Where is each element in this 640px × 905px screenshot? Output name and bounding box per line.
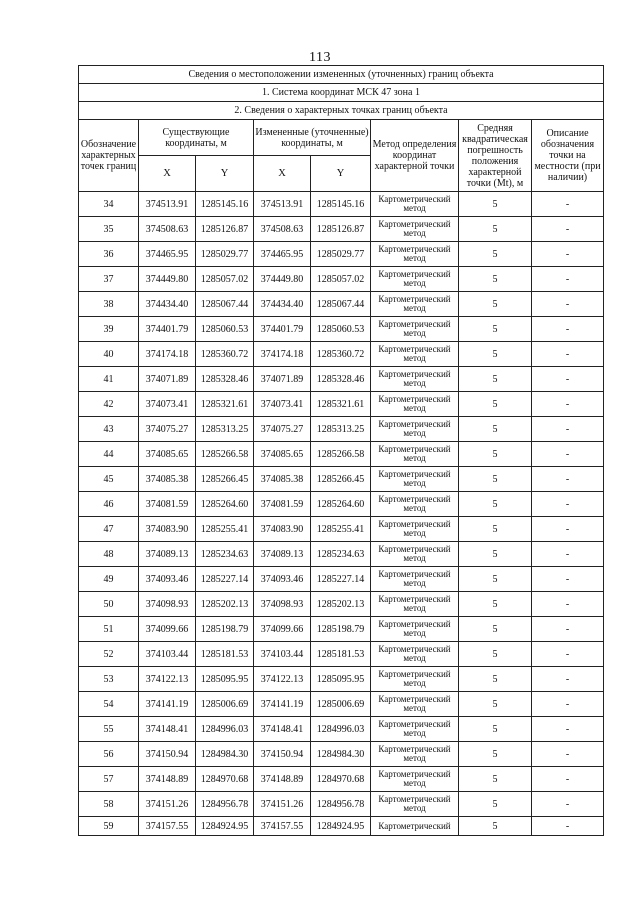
- existing-x-cell: 374103.44: [139, 642, 196, 667]
- point-description-cell: -: [532, 242, 604, 267]
- existing-y-cell: 1285057.02: [196, 267, 254, 292]
- existing-y-cell: 1285360.72: [196, 342, 254, 367]
- section-title: Сведения о местоположении измененных (уточненных) границ объекта: [79, 66, 604, 84]
- changed-x-cell: 374071.89: [254, 367, 311, 392]
- existing-x-cell: 374174.18: [139, 342, 196, 367]
- existing-x-cell: 374150.94: [139, 742, 196, 767]
- existing-x-cell: 374081.59: [139, 492, 196, 517]
- changed-y-cell: 1285181.53: [311, 642, 371, 667]
- point-id-cell: 45: [79, 467, 139, 492]
- table-row: [79, 767, 604, 792]
- changed-x-cell: 374141.19: [254, 692, 311, 717]
- point-description-cell: -: [532, 417, 604, 442]
- existing-y-cell: 1284996.03: [196, 717, 254, 742]
- method-cell: Картометрический метод: [371, 392, 459, 417]
- existing-y-cell: 1285266.58: [196, 442, 254, 467]
- changed-x-cell: 374085.38: [254, 467, 311, 492]
- error-mt-cell: 5: [459, 692, 532, 717]
- error-mt-cell: 5: [459, 317, 532, 342]
- error-mt-cell: 5: [459, 667, 532, 692]
- point-description-cell: -: [532, 592, 604, 617]
- point-id-cell: 53: [79, 667, 139, 692]
- page-number: 113: [309, 50, 331, 65]
- existing-x-cell: 374434.40: [139, 292, 196, 317]
- method-cell: Картометрический метод: [371, 667, 459, 692]
- changed-y-cell: 1285145.16: [311, 192, 371, 217]
- changed-y-cell: 1285313.25: [311, 417, 371, 442]
- method-cell: Картометрический метод: [371, 542, 459, 567]
- error-mt-cell: 5: [459, 342, 532, 367]
- existing-x-cell: 374085.38: [139, 467, 196, 492]
- changed-y-cell: 1285067.44: [311, 292, 371, 317]
- error-mt-cell: 5: [459, 592, 532, 617]
- points-section-title: 2. Сведения о характерных точках границ объекта: [79, 102, 604, 120]
- changed-y-cell: 1285266.45: [311, 467, 371, 492]
- error-mt-cell: 5: [459, 442, 532, 467]
- existing-y-header: Y: [196, 156, 254, 192]
- existing-x-cell: 374098.93: [139, 592, 196, 617]
- method-cell: Картометрический метод: [371, 692, 459, 717]
- existing-y-cell: 1284984.30: [196, 742, 254, 767]
- table-row: [79, 667, 604, 692]
- method-cell: Картометрический метод: [371, 242, 459, 267]
- changed-x-cell: 374401.79: [254, 317, 311, 342]
- changed-x-cell: 374122.13: [254, 667, 311, 692]
- existing-coords-header: Существующие координаты, м: [139, 120, 254, 156]
- changed-y-header: Y: [311, 156, 371, 192]
- changed-y-cell: 1285057.02: [311, 267, 371, 292]
- table-row: [79, 367, 604, 392]
- existing-y-cell: 1285266.45: [196, 467, 254, 492]
- table-row: [79, 742, 604, 767]
- point-description-cell: -: [532, 192, 604, 217]
- existing-x-cell: 374401.79: [139, 317, 196, 342]
- point-id-cell: 41: [79, 367, 139, 392]
- changed-x-cell: 374073.41: [254, 392, 311, 417]
- table-row: [79, 392, 604, 417]
- point-id-cell: 39: [79, 317, 139, 342]
- error-mt-cell: 5: [459, 567, 532, 592]
- existing-y-cell: 1285145.16: [196, 192, 254, 217]
- error-mt-cell: 5: [459, 192, 532, 217]
- changed-y-cell: 1285198.79: [311, 617, 371, 642]
- changed-y-cell: 1284956.78: [311, 792, 371, 817]
- error-mt-cell: 5: [459, 742, 532, 767]
- existing-y-cell: 1285202.13: [196, 592, 254, 617]
- table-row: [79, 792, 604, 817]
- point-id-cell: 52: [79, 642, 139, 667]
- table-row: [79, 592, 604, 617]
- existing-x-cell: 374465.95: [139, 242, 196, 267]
- changed-x-cell: 374083.90: [254, 517, 311, 542]
- point-id-cell: 47: [79, 517, 139, 542]
- changed-coords-header: Измененные (уточненные) координаты, м: [254, 120, 371, 156]
- point-id-cell: 46: [79, 492, 139, 517]
- method-cell: Картометрический метод: [371, 517, 459, 542]
- changed-x-cell: 374150.94: [254, 742, 311, 767]
- table-row: [79, 317, 604, 342]
- changed-x-cell: 374098.93: [254, 592, 311, 617]
- changed-y-cell: 1284924.95: [311, 817, 371, 836]
- existing-x-cell: 374093.46: [139, 567, 196, 592]
- error-mt-cell: 5: [459, 617, 532, 642]
- changed-y-cell: 1285360.72: [311, 342, 371, 367]
- changed-y-cell: 1285264.60: [311, 492, 371, 517]
- table-row: [79, 192, 604, 217]
- method-cell: Картометрический метод: [371, 342, 459, 367]
- changed-y-cell: 1285234.63: [311, 542, 371, 567]
- existing-x-cell: 374085.65: [139, 442, 196, 467]
- error-mt-cell: 5: [459, 217, 532, 242]
- point-description-cell: -: [532, 367, 604, 392]
- point-id-cell: 43: [79, 417, 139, 442]
- point-id-cell: 49: [79, 567, 139, 592]
- existing-y-cell: 1285006.69: [196, 692, 254, 717]
- error-mt-cell: 5: [459, 792, 532, 817]
- changed-x-cell: 374148.41: [254, 717, 311, 742]
- point-id-cell: 57: [79, 767, 139, 792]
- method-cell: Картометрический метод: [371, 192, 459, 217]
- point-description-cell: -: [532, 492, 604, 517]
- point-id-cell: 40: [79, 342, 139, 367]
- point-description-cell: -: [532, 217, 604, 242]
- changed-x-cell: 374465.95: [254, 242, 311, 267]
- existing-x-cell: 374449.80: [139, 267, 196, 292]
- table-row: [79, 517, 604, 542]
- error-mt-cell: 5: [459, 492, 532, 517]
- error-mt-cell: 5: [459, 642, 532, 667]
- existing-y-cell: 1285313.25: [196, 417, 254, 442]
- error-mt-cell: 5: [459, 542, 532, 567]
- existing-x-header: X: [139, 156, 196, 192]
- error-mt-cell: 5: [459, 242, 532, 267]
- existing-y-cell: 1285095.95: [196, 667, 254, 692]
- point-description-cell: -: [532, 292, 604, 317]
- table-body: [79, 192, 604, 836]
- changed-x-header: X: [254, 156, 311, 192]
- changed-y-cell: 1285006.69: [311, 692, 371, 717]
- point-description-cell: -: [532, 792, 604, 817]
- method-cell: Картометрический метод: [371, 442, 459, 467]
- point-description-cell: -: [532, 267, 604, 292]
- method-cell: Картометрический метод: [371, 367, 459, 392]
- point-description-cell: -: [532, 392, 604, 417]
- error-mt-cell: 5: [459, 767, 532, 792]
- point-id-cell: 38: [79, 292, 139, 317]
- existing-y-cell: 1285029.77: [196, 242, 254, 267]
- point-description-cell: -: [532, 742, 604, 767]
- point-description-cell: -: [532, 442, 604, 467]
- table-row: [79, 467, 604, 492]
- existing-x-cell: 374141.19: [139, 692, 196, 717]
- table-row: [79, 567, 604, 592]
- changed-y-cell: 1285060.53: [311, 317, 371, 342]
- changed-x-cell: 374513.91: [254, 192, 311, 217]
- existing-x-cell: 374073.41: [139, 392, 196, 417]
- existing-x-cell: 374083.90: [139, 517, 196, 542]
- point-id-cell: 48: [79, 542, 139, 567]
- method-cell: Картометрический метод: [371, 217, 459, 242]
- changed-y-cell: 1285227.14: [311, 567, 371, 592]
- existing-y-cell: 1285067.44: [196, 292, 254, 317]
- changed-x-cell: 374508.63: [254, 217, 311, 242]
- existing-y-cell: 1285198.79: [196, 617, 254, 642]
- existing-x-cell: 374157.55: [139, 817, 196, 836]
- existing-y-cell: 1285181.53: [196, 642, 254, 667]
- table-row: [79, 417, 604, 442]
- method-cell: Картометрический метод: [371, 417, 459, 442]
- point-id-cell: 34: [79, 192, 139, 217]
- error-mt-cell: 5: [459, 417, 532, 442]
- existing-y-cell: 1285264.60: [196, 492, 254, 517]
- method-cell: Картометрический метод: [371, 267, 459, 292]
- point-description-cell: -: [532, 617, 604, 642]
- error-mt-cell: 5: [459, 367, 532, 392]
- changed-y-cell: 1285321.61: [311, 392, 371, 417]
- existing-x-cell: 374513.91: [139, 192, 196, 217]
- changed-x-cell: 374075.27: [254, 417, 311, 442]
- existing-x-cell: 374148.89: [139, 767, 196, 792]
- table-row: [79, 217, 604, 242]
- error-mt-cell: 5: [459, 517, 532, 542]
- existing-x-cell: 374508.63: [139, 217, 196, 242]
- method-cell: Картометрический метод: [371, 742, 459, 767]
- changed-x-cell: 374103.44: [254, 642, 311, 667]
- method-cell: Картометрический метод: [371, 492, 459, 517]
- table-row: [79, 692, 604, 717]
- existing-y-cell: 1285328.46: [196, 367, 254, 392]
- point-description-cell: -: [532, 342, 604, 367]
- changed-y-cell: 1285029.77: [311, 242, 371, 267]
- error-mt-cell: 5: [459, 817, 532, 836]
- point-id-cell: 59: [79, 817, 139, 836]
- method-cell: Картометрический метод: [371, 292, 459, 317]
- error-mt-cell: 5: [459, 392, 532, 417]
- existing-x-cell: 374148.41: [139, 717, 196, 742]
- point-id-cell: 37: [79, 267, 139, 292]
- changed-x-cell: 374151.26: [254, 792, 311, 817]
- error-mt-cell: 5: [459, 467, 532, 492]
- changed-x-cell: 374148.89: [254, 767, 311, 792]
- existing-y-cell: 1284924.95: [196, 817, 254, 836]
- point-description-cell: -: [532, 517, 604, 542]
- changed-x-cell: 374157.55: [254, 817, 311, 836]
- existing-y-cell: 1285126.87: [196, 217, 254, 242]
- changed-y-cell: 1285255.41: [311, 517, 371, 542]
- existing-y-cell: 1285060.53: [196, 317, 254, 342]
- boundary-points-table: [78, 65, 604, 836]
- changed-y-cell: 1285328.46: [311, 367, 371, 392]
- point-description-cell: -: [532, 692, 604, 717]
- designation-header: Обозначение характерных точек границ: [79, 120, 139, 192]
- method-cell: Картометрический метод: [371, 567, 459, 592]
- table-row: [79, 617, 604, 642]
- changed-x-cell: 374434.40: [254, 292, 311, 317]
- point-description-cell: -: [532, 642, 604, 667]
- changed-x-cell: 374099.66: [254, 617, 311, 642]
- table-row: [79, 642, 604, 667]
- existing-x-cell: 374099.66: [139, 617, 196, 642]
- method-cell: Картометрический метод: [371, 467, 459, 492]
- method-cell: Картометрический метод: [371, 767, 459, 792]
- existing-x-cell: 374122.13: [139, 667, 196, 692]
- point-id-cell: 42: [79, 392, 139, 417]
- method-cell: Картометрический: [371, 817, 459, 836]
- changed-x-cell: 374089.13: [254, 542, 311, 567]
- method-cell: Картометрический метод: [371, 317, 459, 342]
- method-cell: Картометрический метод: [371, 617, 459, 642]
- error-mt-cell: 5: [459, 292, 532, 317]
- existing-x-cell: 374075.27: [139, 417, 196, 442]
- error-mt-cell: 5: [459, 717, 532, 742]
- point-id-cell: 44: [79, 442, 139, 467]
- point-description-cell: -: [532, 667, 604, 692]
- point-description-cell: -: [532, 567, 604, 592]
- changed-y-cell: 1285266.58: [311, 442, 371, 467]
- point-id-cell: 56: [79, 742, 139, 767]
- changed-x-cell: 374081.59: [254, 492, 311, 517]
- table-row: [79, 267, 604, 292]
- point-id-cell: 36: [79, 242, 139, 267]
- changed-y-cell: 1284996.03: [311, 717, 371, 742]
- point-description-cell: -: [532, 542, 604, 567]
- method-header: Метод определения координат характерной точки: [371, 120, 459, 192]
- error-mt-cell: 5: [459, 267, 532, 292]
- existing-x-cell: 374089.13: [139, 542, 196, 567]
- point-id-cell: 35: [79, 217, 139, 242]
- changed-x-cell: 374093.46: [254, 567, 311, 592]
- table-row: [79, 292, 604, 317]
- existing-y-cell: 1285227.14: [196, 567, 254, 592]
- table-row: [79, 342, 604, 367]
- table-row: [79, 242, 604, 267]
- existing-y-cell: 1284956.78: [196, 792, 254, 817]
- point-description-cell: -: [532, 317, 604, 342]
- method-cell: Картометрический метод: [371, 592, 459, 617]
- changed-y-cell: 1285202.13: [311, 592, 371, 617]
- existing-y-cell: 1285321.61: [196, 392, 254, 417]
- point-description-cell: -: [532, 817, 604, 836]
- coordinate-system: 1. Система координат МСК 47 зона 1: [79, 84, 604, 102]
- point-description-cell: -: [532, 467, 604, 492]
- point-id-cell: 58: [79, 792, 139, 817]
- method-cell: Картометрический метод: [371, 717, 459, 742]
- method-cell: Картометрический метод: [371, 792, 459, 817]
- description-header: Описание обозначения точки на местности (при наличии): [532, 120, 604, 192]
- changed-x-cell: 374174.18: [254, 342, 311, 367]
- changed-x-cell: 374449.80: [254, 267, 311, 292]
- point-id-cell: 50: [79, 592, 139, 617]
- changed-y-cell: 1284984.30: [311, 742, 371, 767]
- error-header: Средняя квадратическая погрешность положения характерной точки (Mt), м: [459, 120, 532, 192]
- table-row: [79, 542, 604, 567]
- table-row: [79, 817, 604, 836]
- existing-x-cell: 374071.89: [139, 367, 196, 392]
- existing-y-cell: 1285234.63: [196, 542, 254, 567]
- changed-y-cell: 1285095.95: [311, 667, 371, 692]
- point-description-cell: -: [532, 717, 604, 742]
- table-row: [79, 442, 604, 467]
- method-cell: Картометрический метод: [371, 642, 459, 667]
- changed-y-cell: 1285126.87: [311, 217, 371, 242]
- point-id-cell: 51: [79, 617, 139, 642]
- existing-y-cell: 1284970.68: [196, 767, 254, 792]
- changed-x-cell: 374085.65: [254, 442, 311, 467]
- point-id-cell: 54: [79, 692, 139, 717]
- point-id-cell: 55: [79, 717, 139, 742]
- table-row: [79, 492, 604, 517]
- changed-y-cell: 1284970.68: [311, 767, 371, 792]
- table-row: [79, 717, 604, 742]
- existing-y-cell: 1285255.41: [196, 517, 254, 542]
- point-description-cell: -: [532, 767, 604, 792]
- existing-x-cell: 374151.26: [139, 792, 196, 817]
